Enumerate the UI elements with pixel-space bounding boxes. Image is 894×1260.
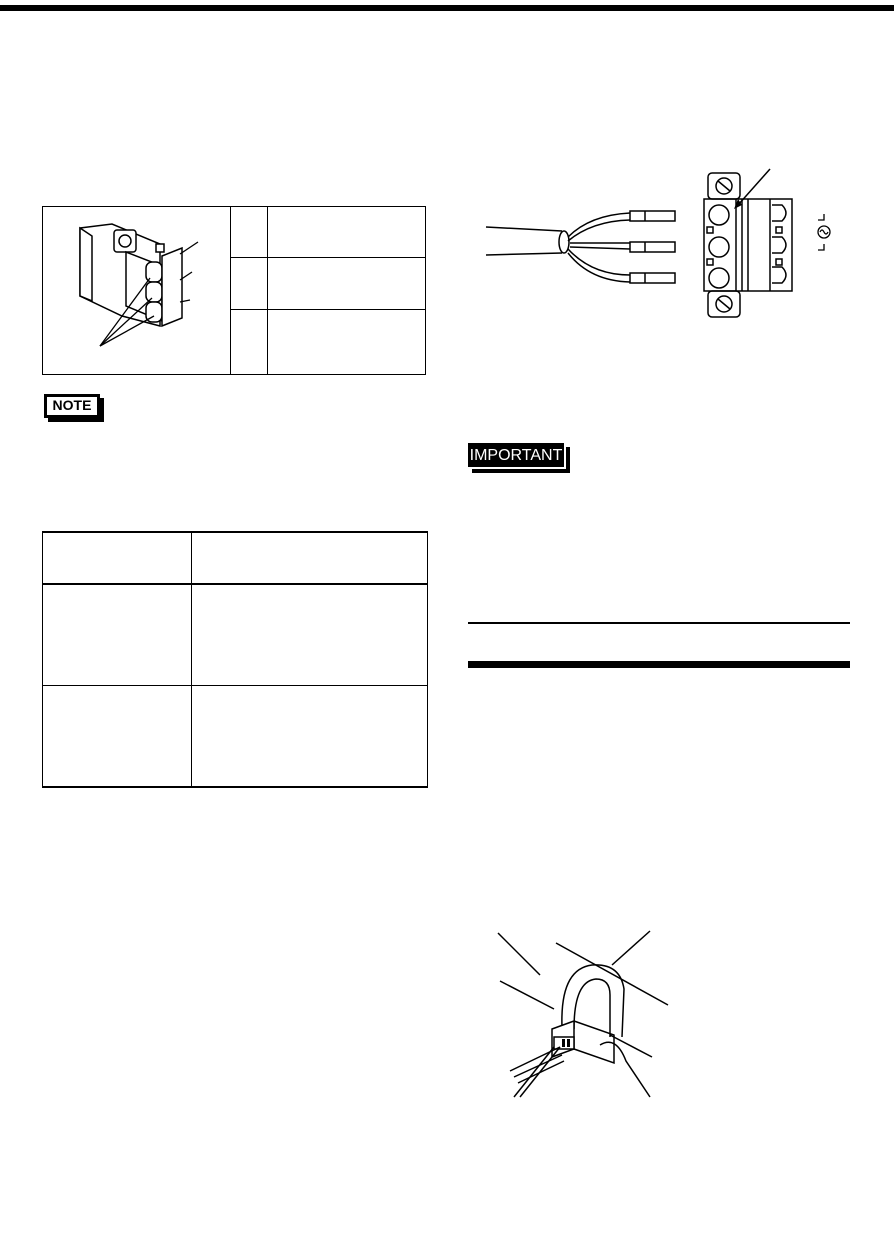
important-label: IMPORTANT <box>468 443 566 469</box>
cable-terminal-illustration <box>480 165 860 325</box>
spec-table <box>42 531 428 788</box>
connector-plug-illustration <box>42 206 230 375</box>
note-label: NOTE <box>44 394 100 418</box>
ac-power-icon <box>814 214 834 250</box>
cable-clamp-illustration <box>490 925 680 1105</box>
section-rule-thick <box>468 661 850 668</box>
section-rule-thin <box>468 622 850 624</box>
header-rule <box>0 5 894 11</box>
